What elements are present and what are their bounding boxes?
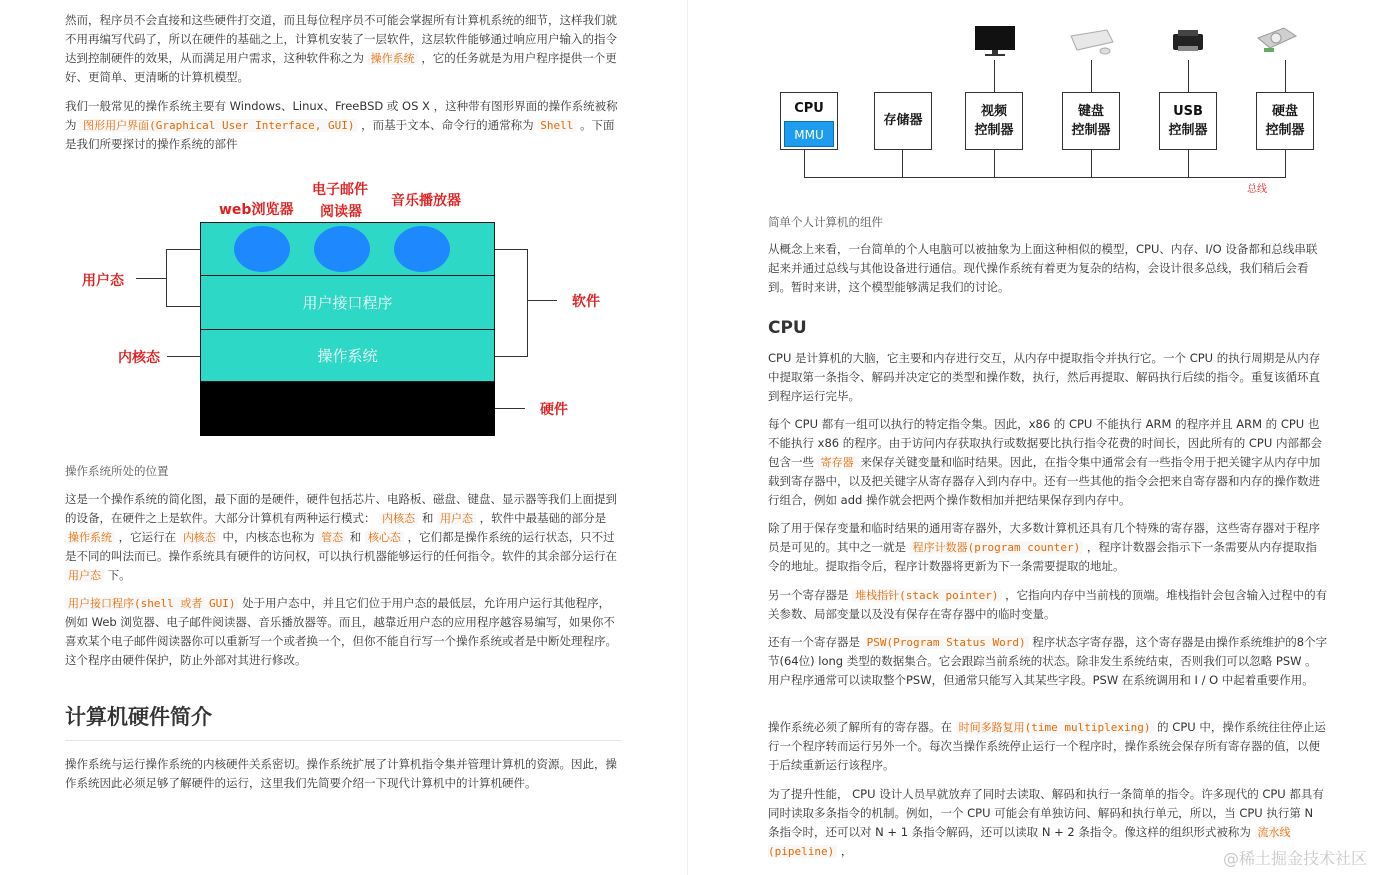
label-user-mode: 用户态	[82, 273, 124, 289]
bracket-line	[166, 249, 200, 250]
monitor-icon	[973, 24, 1017, 58]
connector-line	[902, 150, 903, 177]
paragraph-os-intro	[65, 11, 620, 87]
inline-code: 图形用户界面(Graphical User Interface, GUI)	[80, 119, 357, 132]
usb-controller-box	[1159, 92, 1217, 150]
ui-program-layer: 用户接口程序	[200, 276, 495, 330]
text: 处于用户态中，并且它们位于用户态的最低层，允许用户运行其他程序，例如 Web 浏览器、电子邮件阅读器、音乐播放器等。而且，越靠近用户态的应用程序越容易编写，如果你不喜欢某个电子邮件阅读器你可以重新写一个或者换一个，但你不能自行写一个操作系统或者是中断处理程序。这个程序由硬件保护，防止外部对其进行修改。	[65, 596, 617, 667]
bracket-line	[167, 356, 200, 357]
connector-line	[994, 60, 995, 92]
paragraph-cpu: CPU 是计算机的大脑，它主要和内存进行交互，从内存中提取指令并执行它。一个 CPU 的执行周期是从内存中提取第一条指令、解码并决定它的类型和操作数，执行，然后再提取、解码执行后续的指令。重复该循环直到程序运行完毕。	[768, 351, 1321, 403]
figure-caption: 操作系统所处的位置	[65, 464, 169, 478]
connector-line	[804, 150, 805, 177]
bracket-line	[166, 306, 200, 307]
inline-code: 内核态	[379, 512, 418, 525]
inline-code: 程序计数器(program counter)	[910, 541, 1084, 554]
text: 我们一般常见的操作系统主要有 Windows、Linux、FreeBSD 或 OS X ，这种带有图形界面的操作系统被称为	[65, 99, 618, 132]
inline-code: Shell	[537, 119, 576, 132]
text: ，它们都是操作系统的运行状态，只不过是不同的叫法而已。操作系统具有硬件的访问权，可以执行机器能够运行的任何指令。软件的其余部分运行在	[65, 530, 617, 563]
inline-code: PSW(Program Status Word)	[864, 636, 1029, 649]
inline-code: 流水线(pipeline)	[768, 826, 1291, 858]
app-oval-email	[314, 226, 370, 272]
inline-code: 操作系统	[65, 531, 115, 544]
text: ，程序计数器会指示下一条需要从内存提取指令的地址。提取指令后，程序计数器将更新为下一条需要提取的地址。	[768, 540, 1317, 573]
left-column	[0, 0, 687, 875]
text: ，软件中最基础的部分是	[479, 511, 607, 525]
text: ，它运行在	[118, 530, 177, 544]
paragraph-modes	[65, 490, 620, 585]
box-label: 控制器	[1168, 123, 1208, 138]
text: ，而基于文本、命令行的通常称为	[361, 118, 534, 132]
text: 。下面是我们所要探讨的操作系统的部件	[65, 118, 615, 151]
paragraph-time-multiplexing	[768, 718, 1328, 775]
heading-divider	[65, 740, 622, 741]
box-label: 视频	[980, 104, 1007, 119]
text: 中，内核态也称为	[222, 530, 315, 544]
paragraph-psw	[768, 633, 1328, 690]
hardware-layer	[200, 382, 495, 436]
box-label: 硬盘	[1271, 104, 1298, 119]
text: 另一个寄存器是	[768, 588, 849, 602]
inline-code: 堆栈指针(stack pointer)	[852, 589, 1001, 602]
paragraph-ui-program	[65, 594, 620, 670]
connector-line	[1285, 60, 1286, 92]
label-kernel-mode: 内核态	[118, 350, 160, 366]
section-heading: 计算机硬件简介	[65, 705, 212, 729]
keyboard-controller-box	[1062, 92, 1120, 150]
right-column	[687, 0, 1375, 875]
inline-code: 用户态	[437, 512, 476, 525]
paragraph-os-types	[65, 97, 620, 154]
section-heading-cpu: CPU	[768, 318, 807, 338]
inline-code: 内核态	[180, 531, 219, 544]
paragraph-hardware-intro: 操作系统与运行操作系统的内核硬件关系密切。操作系统扩展了计算机指令集并管理计算机的资源。因此，操作系统因此必须足够了解硬件的运行，这里我们先简要介绍一下现代计算机中的计算机硬件。	[65, 757, 617, 790]
label-music-player: 音乐播放器	[391, 193, 461, 209]
bracket-line	[166, 249, 167, 307]
bracket-line	[495, 408, 525, 409]
connector-line	[1188, 60, 1189, 92]
bracket-line	[495, 356, 527, 357]
connector-line	[1188, 150, 1189, 177]
label-email-line2: 阅读器	[320, 204, 362, 220]
text: 程序状态字寄存器，这个寄存器是由操作系统维护的8个字节(64位) long 类型的数据集合。它会跟踪当前系统的状态。除非发生系统结束，否则我们可以忽略 PSW 。用户程序通常可以读取整个PSW，但通常只能写入其某些字段。PSW 在系统调用和 I / O 中起着重要作用。	[768, 635, 1328, 687]
paragraph-program-counter	[768, 519, 1328, 576]
label-hardware: 硬件	[540, 402, 568, 418]
text: 这是一个操作系统的简化图，最下面的是硬件，硬件包括芯片、电路板、磁盘、键盘、显示器等我们上面提到的设备，在硬件之上是软件。大部分计算机有两种运行模式：	[65, 492, 617, 525]
text: 除了用于保存变量和临时结果的通用寄存器外，大多数计算机还具有几个特殊的寄存器，这些寄存器对于程序员是可见的。其中之一就是	[768, 521, 1320, 554]
text: ，它指向内存中当前栈的顶端。堆栈指针会包含输入过程中的有关参数、局部变量以及没有保存在寄存器中的临时变量。	[768, 588, 1328, 621]
box-label: 控制器	[1265, 123, 1305, 138]
video-controller-box	[965, 92, 1023, 150]
bracket-line	[527, 300, 557, 301]
memory-box: 存储器	[874, 92, 932, 150]
text: 然而，程序员不会直接和这些硬件打交道，而且每位程序员不可能会掌握所有计算机系统的细节，这样我们就不用再编写代码了，所以在硬件的基础之上，计算机安装了一层软件，这层软件能够通过响应用户输入的指令达到控制硬件的效果，从而满足用户需求，这种软件称之为	[65, 13, 617, 65]
text: 还有一个寄存器是	[768, 635, 860, 649]
watermark: @稀土掘金技术社区	[1222, 849, 1367, 868]
text: ，它的任务就是为用户程序提供一个更好、更简单、更清晰的计算机模型。	[65, 51, 617, 84]
inline-code: 用户接口程序(shell 或者 GUI)	[65, 597, 238, 610]
app-oval-browser	[234, 226, 290, 272]
figure-caption: 简单个人计算机的组件	[768, 215, 883, 229]
inline-code: 用户态	[65, 569, 104, 582]
inline-code: 操作系统	[368, 52, 418, 65]
system-bus-line	[804, 177, 1286, 178]
connector-line	[1285, 150, 1286, 177]
paragraph-stack-pointer	[768, 586, 1328, 624]
cpu-box	[780, 92, 838, 150]
bracket-line	[495, 249, 527, 250]
paragraph-model: 从概念上来看，一台简单的个人电脑可以被抽象为上面这种相似的模型，CPU、内存、I/O 设备都和总线串联起来并通过总线与其他设备进行通信。现代操作系统有着更为复杂的结构，会设计很多总线，我们稍后会看到。暂时来讲，这个模型能够满足我们的讨论。	[768, 242, 1318, 294]
bracket-line	[136, 278, 166, 279]
box-label: USB	[1173, 104, 1203, 119]
text: 和	[349, 530, 362, 544]
box-label: 键盘	[1077, 104, 1104, 119]
label-web-browser: web浏览器	[219, 202, 294, 218]
hard-disk-icon	[1254, 26, 1300, 56]
inline-code: 时间多路复用(time multiplexing)	[956, 721, 1154, 734]
inline-code: 管态	[318, 531, 346, 544]
label-software: 软件	[572, 294, 600, 310]
box-label: 控制器	[974, 123, 1014, 138]
bus-label: 总线	[1247, 184, 1267, 195]
inline-code: 寄存器	[818, 456, 857, 469]
text: 来保存关键变量和临时结果。因此，在指令集中通常会有一些指令用于把关键字从内存中加载到寄存器中，以及把关键字从寄存器存入到内存中。还有一些其他的指令会把来自寄存器和内存的操作数进行组合，例如 add 操作就会把两个操作数相加并把结果保存到内存中。	[768, 455, 1321, 507]
connector-line	[1091, 150, 1092, 177]
inline-code: 核心态	[365, 531, 404, 544]
text: 为了提升性能， CPU 设计人员早就放弃了同时去读取、解码和执行一条简单的指令。许多现代的 CPU 都具有同时读取多条指令的机制。例如，一个 CPU 可能会有单独访问、解码和执行单元，所以，当 CPU 执行第 N 条指令时，还可以对 N + 1 条指令解码，还可以读取 N + 2 条指令。像这样的组织形式被称为	[768, 787, 1324, 839]
app-oval-music	[394, 226, 450, 272]
cpu-label: CPU	[794, 101, 824, 116]
text: 操作系统必须了解所有的寄存器。在	[768, 720, 952, 734]
connector-line	[994, 150, 995, 177]
os-layer: 操作系统	[200, 330, 495, 382]
printer-icon	[1170, 28, 1206, 56]
bracket-line	[527, 249, 528, 357]
keyboard-icon	[1067, 28, 1117, 56]
text: ，	[840, 844, 853, 858]
mmu-box: MMU	[784, 121, 834, 147]
disk-controller-box	[1256, 92, 1314, 150]
label-email-line1: 电子邮件	[312, 182, 368, 198]
box-label: 控制器	[1071, 123, 1111, 138]
text: 下。	[107, 568, 131, 582]
paragraph-registers	[768, 415, 1328, 510]
text: 每个 CPU 都有一组可以执行的特定指令集。因此，x86 的 CPU 不能执行 ARM 的程序并且 ARM 的 CPU 也不能执行 x86 的程序。由于访问内存获取执行或数据要比执行指令花费的时间长，因此所有的 CPU 内部都会包含一些	[768, 417, 1322, 469]
text: 和	[421, 511, 434, 525]
connector-line	[1091, 60, 1092, 92]
text: 的 CPU 中，操作系统往往停止运行一个程序转而运行另外一个。每次当操作系统停止运行一个程序时，操作系统会保存所有寄存器的值，以便于后续重新运行该程序。	[768, 720, 1326, 772]
